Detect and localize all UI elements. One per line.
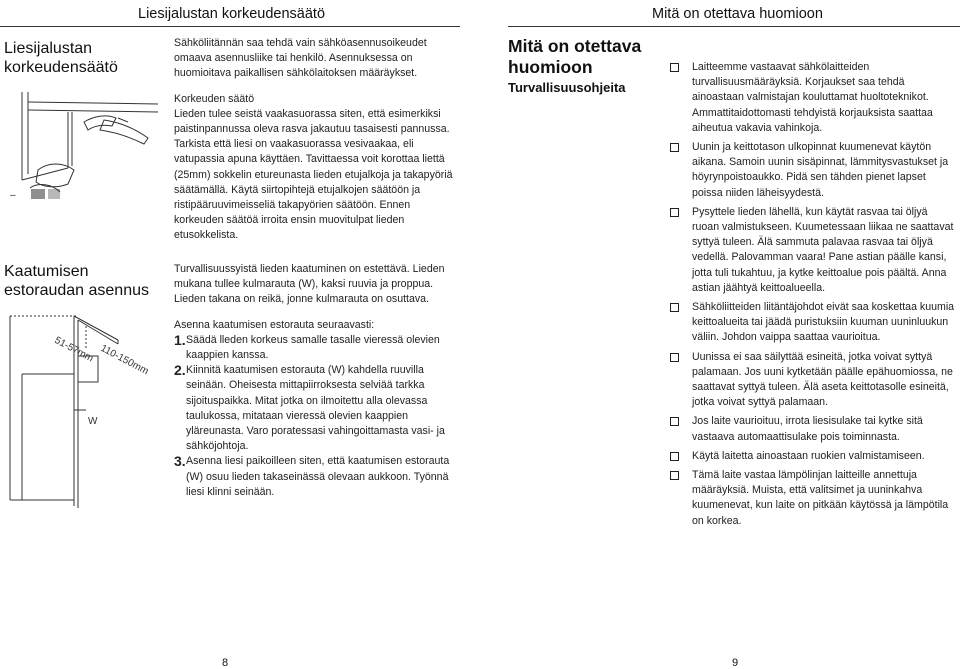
list-item	[670, 468, 955, 529]
section1-title-line1: Liesijalustan	[4, 40, 93, 57]
safety-checklist	[670, 60, 955, 533]
step-number: 1.	[174, 331, 186, 348]
section1-intro: Sähköliitännän saa tehdä vain sähköasennusoikeudet omaava asennusliike tai henkilö. Asennuksessa on huomioitava paikallisen sähkölaitoksen määräykset.	[174, 37, 427, 80]
list-item-text: Jos laite vaurioituu, irrota liesisulake tai kytke sitä vastaava automaattisulake pois toiminnasta.	[692, 415, 923, 443]
list-item-text: Sähköliitteiden liitäntäjohdot eivät saa koskettaa kuumia keittoalueita tai jäädä puristuksiin kuuman uuninluukun väliin. Johdon vaippa saattaa vaurioitua.	[692, 301, 955, 344]
step-number: 2.	[174, 362, 186, 379]
right-header-rule	[508, 26, 960, 27]
section1-text: Lieden tulee seistä vaakasuorassa siten, että esimerkiksi paistinpannussa oleva rasva jakautuu tasaisesti pannussa. Tarkista että liesi on vaakasuorassa vesivaakaa, eli vatupassia apuna käyttäen. Tavittaessa voit korottaa liettä (25mm) sokkelin etureunasta lieden etujalkoja ja takapyöriä säätämällä. Käytä siirtopihtejä etujalkojen säätöön ja ristipääruuvimeisseliä takapyörien säätöön. Ennen korkeuden säätöä irroita ensin muovitulpat lieden etusokkelista.	[174, 107, 453, 242]
right-title-line2: huomioon	[508, 57, 593, 77]
section2-title	[4, 262, 149, 300]
section2-intro: Turvallisuussyistä lieden kaatuminen on estettävä. Lieden mukana tullee kulmarauta (W), kaksi ruuvia ja proppua. Lieden takana on reikä, jonne kulmarauta on osuttava.	[174, 263, 445, 306]
list-item-text: Pysyttele lieden lähellä, kun käytät rasvaa tai öljyä ruoan valmistukseen. Kuumetessaan liikaa ne saattavat syttyä tuleen. Älä sammuta palavaa rasvaa tai öljyä vedellä. Palovamman vaara! Pane astian päälle kansi, jotta tuli tukahtuu, ja kytke keittoalue pois päältä. Anna astian jäähtyä keittoalueella.	[692, 205, 954, 294]
list-item-text: Tämä laite vastaa lämpölinjan laitteille annettuja määräyksiä. Muista, että valitsimet ja uuninkahva kuumenevat, kun laite on pitkään käytössä ja lämpötila on korkea.	[692, 469, 949, 527]
checkbox-icon	[670, 417, 679, 426]
list-item-text: Uunissa ei saa säilyttää esineitä, jotka voivat syttyä palamaan. Jos uuni kytketään päälle epähuomiossa, ne saattavat syttyä tuleen. Älä aseta keittotasolle esineitä, jotka voivat syttyä palamaan.	[692, 350, 953, 409]
anti-tip-bracket-illustration	[8, 310, 168, 510]
list-item-text: Laitteemme vastaavat sähkölaitteiden turvallisuusmääräyksiä. Korjaukset saa tehdä ainoastaan valmistajan kouluttamat huoltoteknikot. Ammattitaidottomasti tehdyistä korjauksista saattaa aiheutua vakavia vahinkoja.	[692, 61, 933, 134]
checkbox-icon	[670, 63, 679, 72]
step-text: Asenna liesi paikoilleen siten, että kaatumisen estorauta (W) osuu lieden takaseinässä olevaan aukkoon. Työnnä liesi klinni seinään.	[186, 455, 450, 498]
checkbox-icon	[670, 208, 679, 217]
right-title-line1: Mitä on otettava	[508, 36, 642, 56]
section1-title-line2: korkeudensäätö	[4, 59, 118, 76]
right-page-header: Mitä on otettava huomioon	[652, 6, 823, 22]
section2-title-line2: estoraudan asennus	[4, 282, 149, 299]
right-subtitle: Turvallisuusohjeita	[508, 80, 626, 95]
list-item-text: Uunin ja keittotason ulkopinnat kuumenevat käytön aikana. Samoin uunin sisäpinnat, lämmitysvastukset ja höyrynpoistoaukko. Pidä sen tähden pienet lapset poissa niiden läheisyydestä.	[692, 141, 949, 199]
dimension-label-1: 51-57mm	[52, 334, 96, 365]
list-item	[670, 140, 955, 201]
list-item	[670, 205, 955, 296]
step-item	[174, 363, 456, 454]
list-item	[670, 449, 955, 464]
section2-title-line1: Kaatumisen	[4, 263, 89, 280]
list-item-text: Käytä laitetta ainoastaan ruokien valmistamiseen.	[692, 449, 925, 462]
step-number: 3.	[174, 453, 186, 470]
list-item	[670, 414, 955, 444]
list-item	[670, 60, 955, 136]
checkbox-icon	[670, 452, 679, 461]
section1-heading: Korkeuden säätö	[174, 92, 255, 105]
step-item	[174, 333, 456, 363]
section2-body	[174, 262, 456, 500]
section2-steps-intro: Asenna kaatumisen estorauta seuraavasti:	[174, 318, 375, 331]
checkbox-icon	[670, 471, 679, 480]
checkbox-icon	[670, 303, 679, 312]
step-item	[174, 454, 456, 500]
section1-title	[4, 39, 118, 77]
section1-body	[174, 36, 456, 244]
left-header-rule	[0, 26, 460, 27]
step-text: Säädä lleden korkeus samalle tasalle vieressä olevien kaappien kanssa.	[186, 333, 440, 362]
checkbox-icon	[670, 143, 679, 152]
list-item	[670, 300, 955, 346]
bracket-w-label: W	[88, 416, 98, 427]
list-item	[670, 350, 955, 411]
right-page-number: 9	[732, 657, 739, 669]
left-page-header: Liesijalustan korkeudensäätö	[138, 6, 326, 22]
checkbox-icon	[670, 353, 679, 362]
right-title-block	[508, 36, 641, 95]
svg-text:–: –	[10, 190, 16, 201]
step-text: Kiinnitä kaatumisen estorauta (W) kahdella ruuvilla seinään. Oheisesta mittapiirroksesta selviää tarkka sijoituspaikka. Mitat jotka on ilmoitettu alla olevassa taulukossa, mitataan vieressä olevien kaappien yläreunasta. Varo poratessasi vahingoittamasta vasi- ja sähköjohtoja.	[186, 364, 445, 453]
left-page-number: 8	[222, 657, 229, 669]
height-adjustment-illustration	[8, 92, 163, 210]
dimension-label-2: 110-150mm	[98, 342, 151, 378]
